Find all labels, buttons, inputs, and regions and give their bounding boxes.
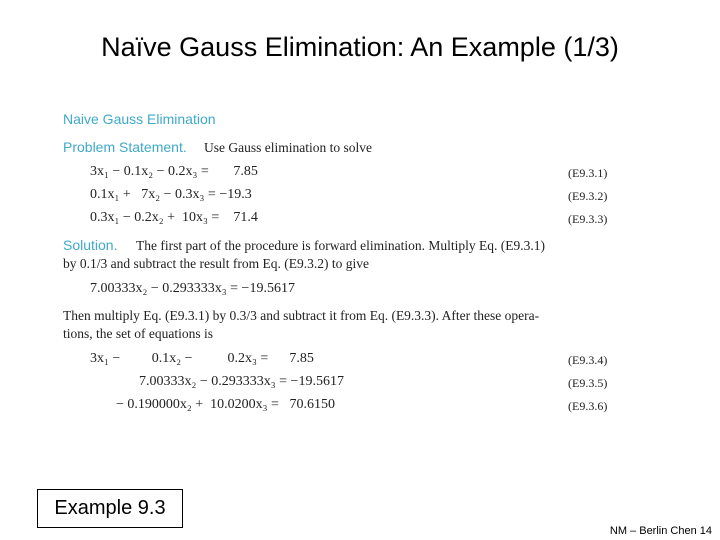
equation-intermediate: 7.00333x₂ − 0.293333x₃ = −19.5617 [90,281,295,296]
scan-heading: Naive Gauss Elimination [63,111,216,127]
equation-ref-e9-3-5: (E9.3.5) [568,376,608,390]
equation-e9-3-1: 3x₁ − 0.1x₂ − 0.2x₃ = 7.85 [90,164,258,179]
solution-label: Solution. [63,237,118,253]
equation-e9-3-3: 0.3x₁ − 0.2x₂ + 10x₃ = 71.4 [90,210,258,225]
then-text-line-2: tions, the set of equations is [63,326,213,341]
equation-e9-3-2: 0.1x₁ + 7x₂ − 0.3x₃ = −19.3 [90,187,252,202]
equation-ref-e9-3-6: (E9.3.6) [568,399,608,413]
equation-ref-e9-3-3: (E9.3.3) [568,212,608,226]
solution-text-line-2: by 0.1/3 and subtract the result from Eq. (E9.3.2) to give [63,256,369,271]
equation-e9-3-4: 3x₁ − 0.1x₂ − 0.2x₃ = 7.85 [90,351,314,366]
equation-e9-3-6: − 0.190000x₂ + 10.0200x₃ = 70.6150 [116,397,335,412]
equation-ref-e9-3-1: (E9.3.1) [568,166,608,180]
slide-footer: NM – Berlin Chen 14 [609,525,712,537]
example-label-box: Example 9.3 [37,489,183,528]
then-text-line-1: Then multiply Eq. (E9.3.1) by 0.3/3 and subtract it from Eq. (E9.3.3). After these opera- [63,308,540,323]
solution-text-line-1: The first part of the procedure is forward elimination. Multiply Eq. (E9.3.1) [136,238,546,253]
equation-e9-3-5: 7.00333x₂ − 0.293333x₃ = −19.5617 [139,374,344,389]
equation-ref-e9-3-4: (E9.3.4) [568,353,608,367]
slide-title: Naïve Gauss Elimination: An Example (1/3) [101,32,619,62]
problem-text: Use Gauss elimination to solve [204,140,372,155]
problem-label: Problem Statement. [63,139,187,155]
equation-ref-e9-3-2: (E9.3.2) [568,189,608,203]
